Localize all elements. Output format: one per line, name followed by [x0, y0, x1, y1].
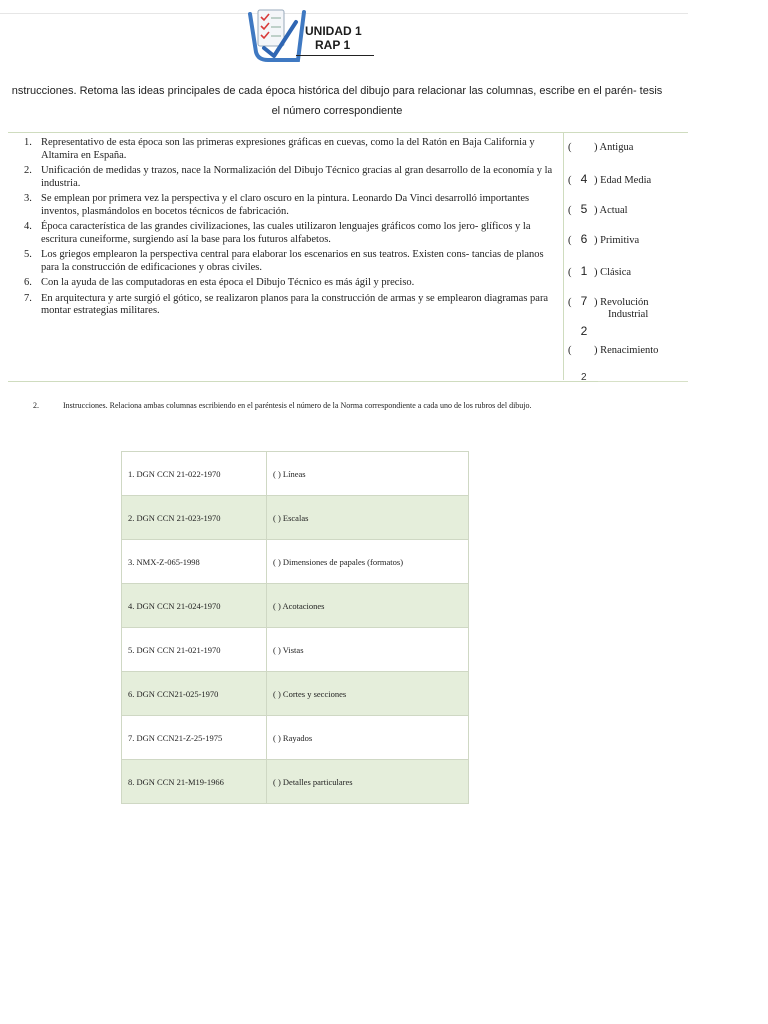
matching-table-epochs [8, 132, 688, 382]
instructions-number: 2. [33, 401, 39, 410]
item-text: Se emplean por primera vez la perspectiva y el claro oscuro en la pintura. Leonardo Da Vinci desarrolló importantes inventos, plasmándolos en bocetos técnicos de fabricación. [41, 193, 530, 217]
option-label: ) Renacimiento [594, 345, 659, 356]
list-item [8, 293, 560, 318]
epoch-description-list [8, 137, 560, 321]
norm-cell: 1. DGN CCN 21-022-1970 [122, 452, 267, 496]
drawing-item-cell[interactable]: ( ) Escalas [267, 496, 469, 540]
item-number: 7. [24, 292, 32, 304]
item-number: 6. [24, 277, 32, 288]
table-row [122, 452, 469, 496]
norms-matching-table [121, 451, 469, 804]
table-row [122, 672, 469, 716]
option-label: ) Primitiva [594, 235, 640, 246]
option-renacimiento [568, 345, 658, 357]
top-divider [0, 13, 688, 14]
option-actual [568, 203, 628, 217]
norm-cell: 6. DGN CCN21-025-1970 [122, 672, 267, 716]
option-label: ) Clásica [594, 267, 632, 278]
answer-field[interactable]: 2 [580, 324, 588, 338]
table-row [122, 716, 469, 760]
norm-cell: 8. DGN CCN 21-M19-1966 [122, 760, 267, 804]
drawing-item-cell[interactable]: ( ) Vistas [267, 628, 469, 672]
item-number: 1. [24, 137, 32, 148]
cropped-answer-digit: 2 [581, 372, 587, 383]
item-text: Unificación de medidas y trazos, nace la Normalización del Dibujo Técnico gracias al gran desarrollo de la economía y la industria. [41, 165, 553, 189]
option-revolucion-industrial [568, 295, 649, 321]
norm-cell: 5. DGN CCN 21-021-1970 [122, 628, 267, 672]
open-paren: ( [568, 345, 572, 356]
drawing-item-cell[interactable]: ( ) Rayados [267, 716, 469, 760]
table-row [122, 496, 469, 540]
item-text: Los griegos emplearon la perspectiva central para elaborar los escenarios en sus teatros. Existen cons- tancias de planos para la construcción de edificaciones y obras civiles. [41, 249, 544, 273]
title-underline [296, 55, 374, 56]
table-row [122, 540, 469, 584]
option-label: ) Antigua [594, 142, 634, 153]
list-item [8, 277, 560, 290]
item-number: 5. [24, 249, 32, 260]
open-paren: ( [568, 142, 572, 153]
item-text: Época característica de las grandes civilizaciones, las cuales utilizaron lenguajes gráficos como los jero- glíficos y la escritura cuneiforme, surgiendo así la base para los futuros alfabetos. [41, 221, 531, 245]
option-clasica [568, 265, 631, 279]
table-row [122, 760, 469, 804]
table-row [122, 584, 469, 628]
norm-cell: 4. DGN CCN 21-024-1970 [122, 584, 267, 628]
item-number: 4. [24, 221, 32, 232]
list-item [8, 249, 560, 274]
option-label: ) Actual [594, 205, 628, 216]
drawing-item-cell[interactable]: ( ) Acotaciones [267, 584, 469, 628]
list-item [8, 165, 560, 190]
checklist-logo-icon [244, 4, 308, 68]
option-edad-media [568, 173, 651, 187]
item-number: 2. [24, 165, 32, 176]
option-antigua [568, 142, 633, 154]
answer-field[interactable]: 6 [580, 232, 588, 246]
answer-field[interactable]: 5 [580, 202, 588, 216]
drawing-item-cell[interactable]: ( ) Detalles particulares [267, 760, 469, 804]
answer-field[interactable]: 1 [580, 264, 588, 278]
item-text: Con la ayuda de las computadoras en esta época el Dibujo Técnico es más ágil y preciso. [41, 277, 415, 288]
list-item [8, 221, 560, 246]
item-text: En arquitectura y arte surgió el gótico, se realizaron planos para la construcción de armas y se emplearon diagramas para montar estrategias militares. [41, 292, 549, 316]
norm-cell: 3. NMX-Z-065-1998 [122, 540, 267, 584]
norm-cell: 2. DGN CCN 21-023-1970 [122, 496, 267, 540]
unit-title [305, 24, 385, 52]
instructions-2 [33, 400, 593, 412]
column-divider [563, 132, 564, 380]
drawing-item-cell[interactable]: ( ) Líneas [267, 452, 469, 496]
list-item [8, 193, 560, 218]
item-text: Representativo de esta época son las primeras expresiones gráficas en cuevas, como la del Ratón en Baja California y Altamira en España. [41, 137, 535, 161]
answer-field[interactable]: 7 [580, 294, 588, 308]
item-number: 3. [24, 193, 32, 204]
instructions-text: Instrucciones. Relaciona ambas columnas escribiendo en el paréntesis el número de la Norma correspondiente a cada uno de los rubros del dibujo. [63, 401, 532, 410]
drawing-item-cell[interactable]: ( ) Cortes y secciones [267, 672, 469, 716]
open-paren: ( [568, 297, 572, 308]
option-extra-answer [568, 325, 594, 339]
drawing-item-cell[interactable]: ( ) Dimensiones de papales (formatos) [267, 540, 469, 584]
answer-underline [598, 381, 688, 382]
open-paren: ( [568, 235, 572, 246]
open-paren: ( [568, 175, 572, 186]
rap-label: RAP 1 [315, 38, 351, 52]
open-paren: ( [568, 267, 572, 278]
option-label: ) Revolución [594, 297, 649, 308]
open-paren: ( [568, 205, 572, 216]
answer-field[interactable]: 4 [580, 172, 588, 186]
list-item [8, 137, 560, 162]
option-primitiva [568, 233, 639, 247]
option-label-line2: Industrial [608, 309, 649, 320]
unit-label: UNIDAD 1 [305, 24, 362, 38]
norm-cell: 7. DGN CCN21-Z-25-1975 [122, 716, 267, 760]
option-label: ) Edad Media [594, 175, 652, 186]
instructions-1: nstrucciones. Retoma las ideas principales de cada época histórica del dibujo para relacionar las columnas, escribe en el parén- tesis el número correspondiente [11, 85, 663, 117]
table-row [122, 628, 469, 672]
